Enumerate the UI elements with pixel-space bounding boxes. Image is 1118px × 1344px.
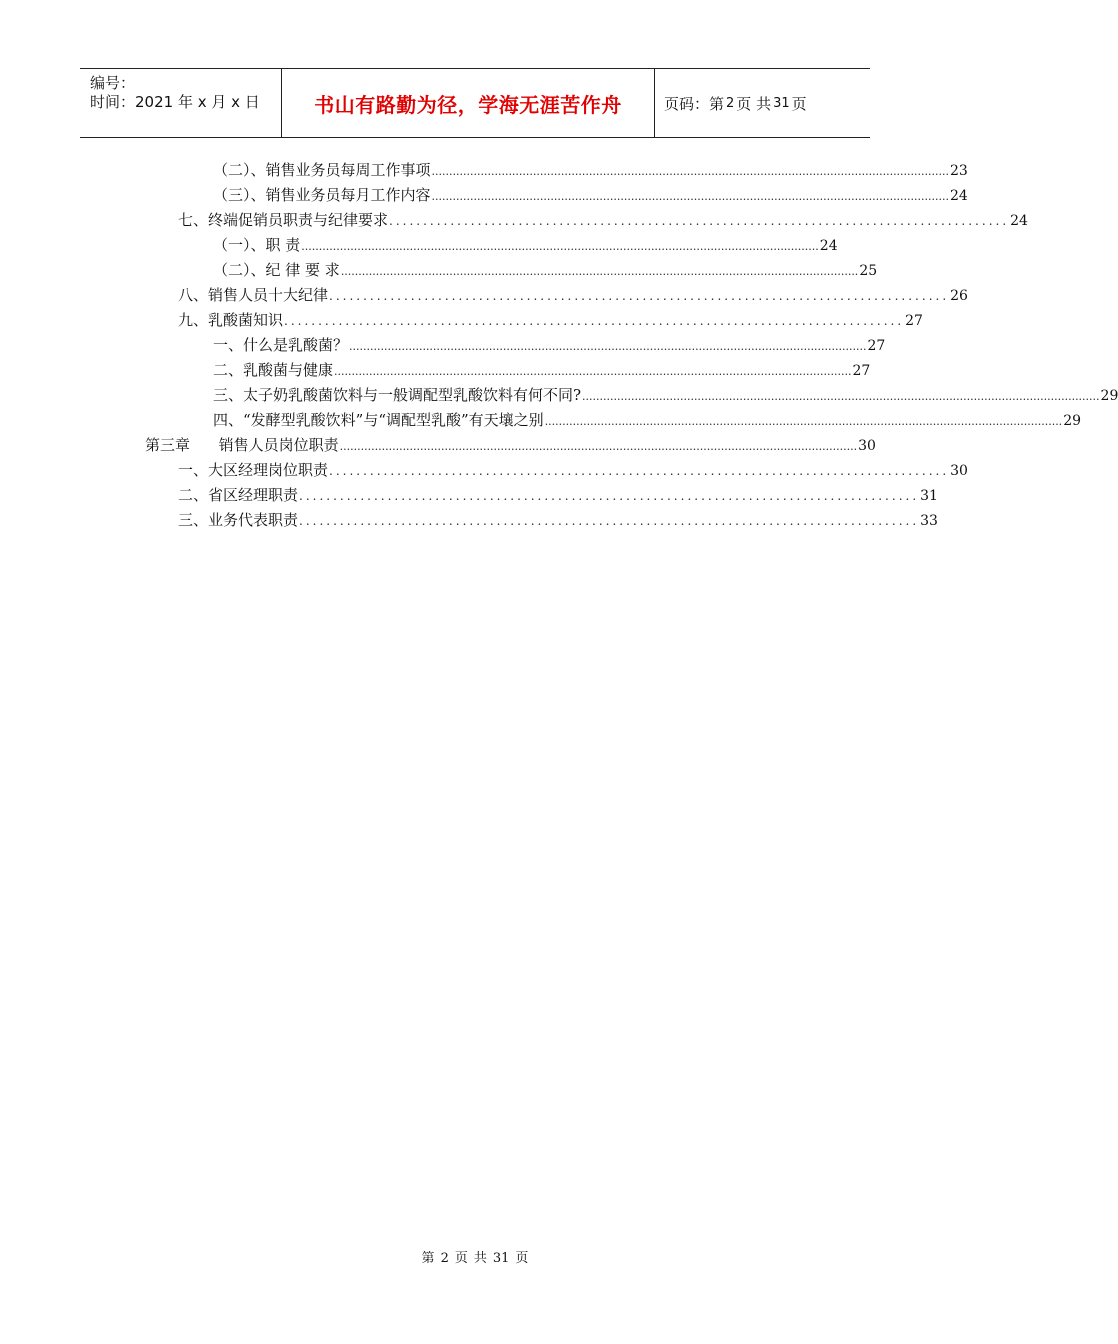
toc-leader: .................................................................................................................................................... <box>349 340 867 353</box>
toc-entry-page: 30 <box>950 463 968 479</box>
toc-entry[interactable] <box>213 159 968 181</box>
toc-entry-label: 九、乳酸菌知识 <box>178 311 284 329</box>
toc-entry-page: 24 <box>950 188 968 204</box>
toc-entry-label: （二）、纪 律 要 求 <box>213 261 340 279</box>
toc-entry[interactable] <box>213 359 871 381</box>
toc-entry-page: 27 <box>905 313 923 329</box>
toc-entry-page: 30 <box>858 438 876 454</box>
header-page-mid: 页 共 <box>736 94 772 113</box>
toc-leader: .................................................................................................................................................... <box>544 415 1063 428</box>
page-footer <box>0 1247 950 1266</box>
number-label: 编号： <box>90 74 136 92</box>
toc-entry[interactable] <box>178 459 968 481</box>
toc-entry-label: （一）、职 责 <box>213 236 301 254</box>
footer-page-current: 2 <box>440 1251 449 1266</box>
toc-entry-page: 31 <box>920 488 938 504</box>
toc-entry[interactable] <box>213 409 1082 431</box>
toc-entry-label: 二、省区经理职责 <box>178 486 299 504</box>
toc-leader: ........................................................................................... <box>299 489 920 503</box>
toc-entry-label: 一、大区经理岗位职责 <box>178 461 329 479</box>
toc-entry[interactable] <box>213 234 838 256</box>
toc-entry-label: 七、终端促销员职责与纪律要求 <box>178 211 389 229</box>
header-motto: 书山有路勤为径，学海无涯苦作舟 <box>282 69 655 137</box>
toc-entry-label: 三、业务代表职责 <box>178 511 299 529</box>
toc-entry[interactable] <box>178 309 923 331</box>
toc-entry-page: 23 <box>950 163 968 179</box>
footer-suffix: 页 <box>515 1251 529 1266</box>
toc-entry-page: 27 <box>852 363 871 379</box>
toc-entry-label: 一、什么是乳酸菌？ <box>213 336 349 354</box>
toc-entry-page: 25 <box>859 263 878 279</box>
toc-entry[interactable] <box>178 284 968 306</box>
toc-entry[interactable] <box>178 509 938 531</box>
toc-leader: ........................................................................................... <box>329 289 950 303</box>
toc-entry-page: 24 <box>1010 213 1028 229</box>
header-page-total: 31 <box>773 95 790 111</box>
footer-mid2: 共 <box>473 1251 487 1266</box>
toc-entry[interactable] <box>178 209 1028 231</box>
toc-entry-label: 第三章 销售人员岗位职责 <box>145 436 339 454</box>
footer-prefix: 第 <box>421 1251 435 1266</box>
toc-leader: .................................................................................................................................................... <box>431 190 950 203</box>
toc-entry-label: 四、“发酵型乳酸饮料”与“调配型乳酸”有天壤之别 <box>213 411 544 429</box>
toc-leader: ........................................................................................... <box>329 464 950 478</box>
toc-entry-page: 29 <box>1063 413 1082 429</box>
toc-leader: .................................................................................................................................................... <box>340 265 859 278</box>
toc-leader: ........................................................................................... <box>284 314 905 328</box>
toc-entry-label: 三、太子奶乳酸菌饮料与一般调配型乳酸饮料有何不同? <box>213 386 582 404</box>
toc-entry[interactable] <box>213 184 968 206</box>
toc-entry-page: 33 <box>920 513 938 529</box>
toc-leader: .................................................................................................................................................... <box>339 440 858 453</box>
toc-entry-label: 二、乳酸菌与健康 <box>213 361 334 379</box>
toc-leader: .................................................................................................................................................... <box>301 240 819 253</box>
header-page-prefix: 页码：第 <box>664 94 725 113</box>
toc-leader: .................................................................................................................................................... <box>334 365 852 378</box>
toc-entry-label: （二）、销售业务员每周工作事项 <box>213 161 431 179</box>
footer-page-total: 31 <box>492 1251 510 1266</box>
header-meta-cell <box>80 69 282 137</box>
toc-leader: ........................................................................................... <box>389 214 1010 228</box>
toc-entry-label: 八、销售人员十大纪律 <box>178 286 329 304</box>
toc-entry-page: 27 <box>867 338 886 354</box>
toc-entry[interactable] <box>213 259 878 281</box>
toc-entry-page: 29 <box>1100 388 1118 404</box>
toc-entry-page: 26 <box>950 288 968 304</box>
footer-mid1: 页 <box>454 1251 468 1266</box>
header-page-current: 2 <box>726 95 735 111</box>
time-label: 时间：2021 年 x 月 x 日 <box>90 93 260 111</box>
page-header <box>80 68 870 138</box>
toc-entry[interactable] <box>213 334 886 356</box>
toc-leader: ........................................................................................... <box>299 514 920 528</box>
header-page-info <box>655 69 870 137</box>
toc-entry-page: 24 <box>819 238 838 254</box>
toc-entry[interactable] <box>213 384 1118 406</box>
toc-leader: .................................................................................................................................................... <box>431 165 950 178</box>
toc-entry[interactable] <box>145 434 876 456</box>
toc-entry[interactable] <box>178 484 938 506</box>
toc-entry-label: （三）、销售业务员每月工作内容 <box>213 186 431 204</box>
header-page-suffix: 页 <box>791 94 807 113</box>
toc-leader: .................................................................................................................................................... <box>582 390 1100 403</box>
